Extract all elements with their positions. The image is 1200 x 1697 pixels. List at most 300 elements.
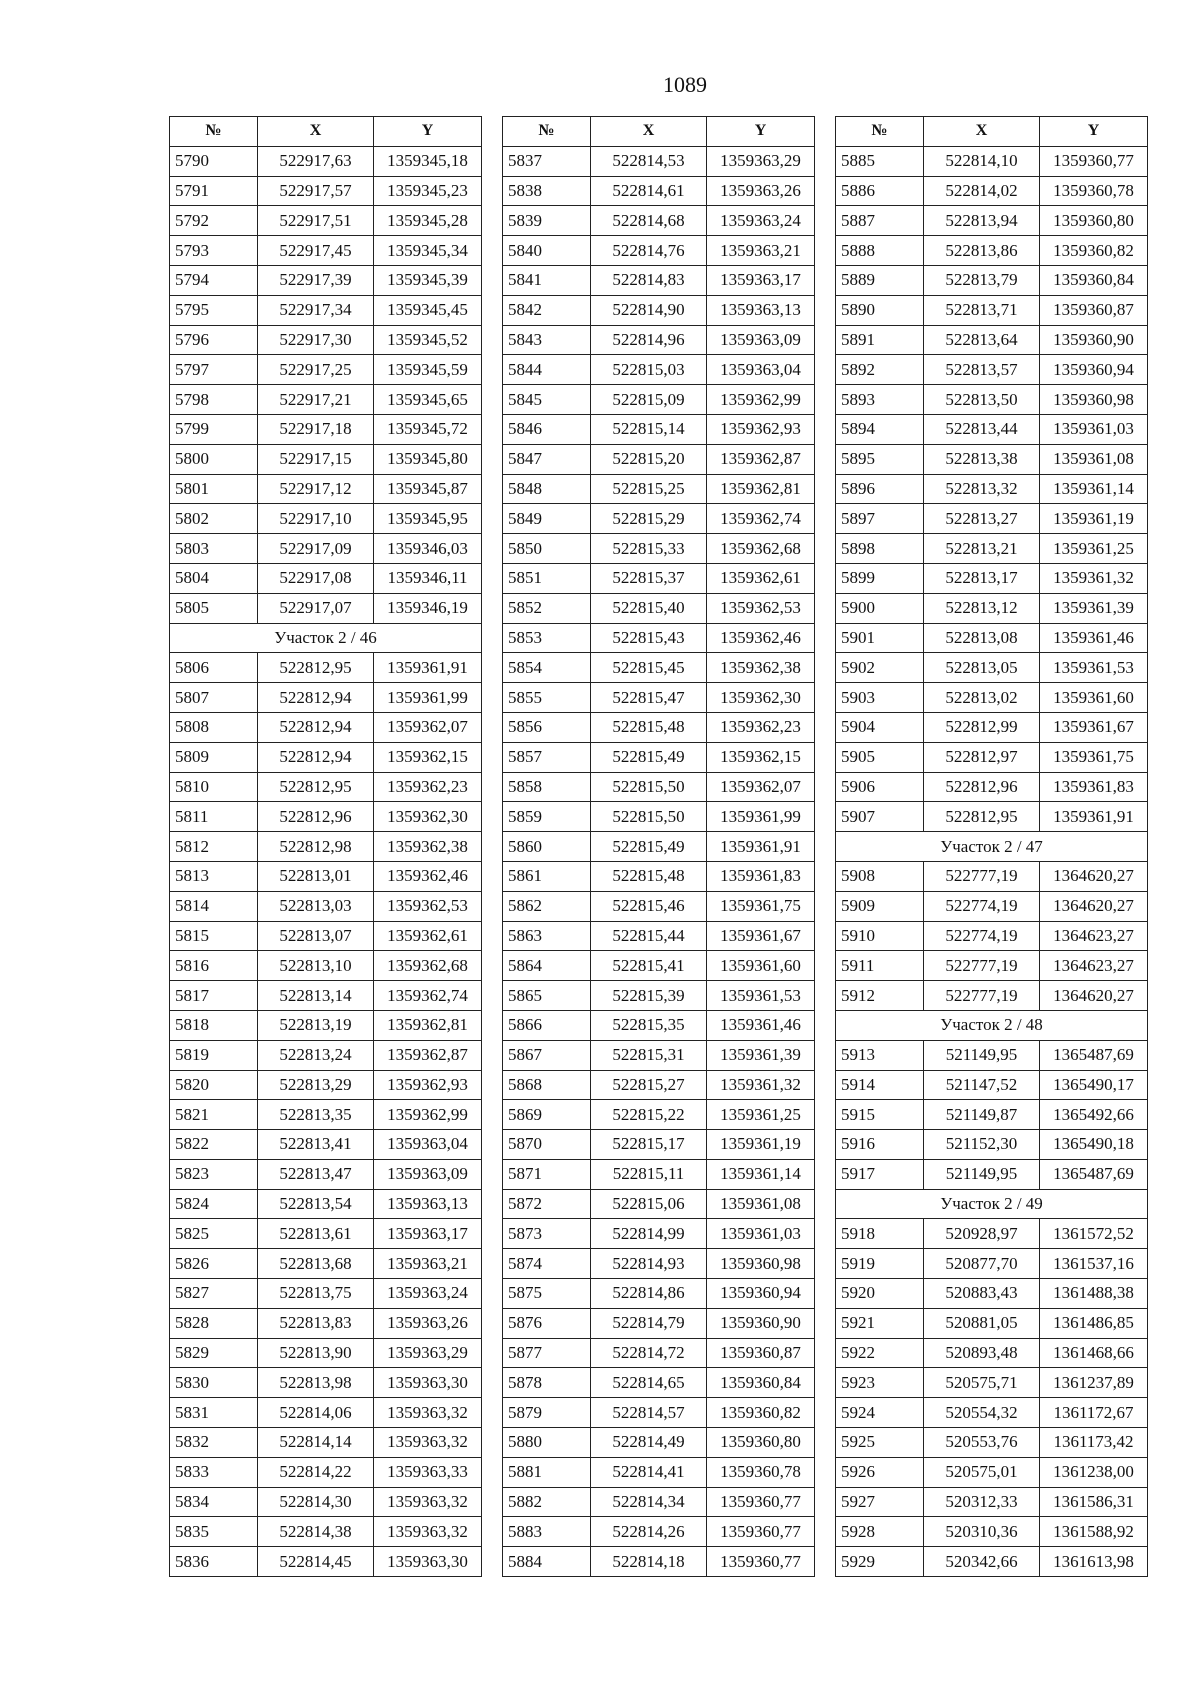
x-coordinate-cell: 522917,45 — [258, 236, 374, 266]
table-row — [170, 1338, 482, 1368]
table-row — [503, 1517, 815, 1547]
y-coordinate-cell: 1359363,32 — [374, 1487, 482, 1517]
y-coordinate-cell: 1359361,25 — [707, 1100, 815, 1130]
table-row — [836, 236, 1148, 266]
y-coordinate-cell: 1359345,80 — [374, 444, 482, 474]
y-coordinate-cell: 1361572,52 — [1040, 1219, 1148, 1249]
point-number-cell: 5793 — [170, 236, 258, 266]
table-row — [836, 385, 1148, 415]
table-row — [503, 802, 815, 832]
y-coordinate-cell: 1361468,66 — [1040, 1338, 1148, 1368]
y-coordinate-cell: 1359361,83 — [1040, 772, 1148, 802]
y-coordinate-cell: 1359363,04 — [707, 355, 815, 385]
point-number-cell: 5801 — [170, 474, 258, 504]
point-number-cell: 5816 — [170, 951, 258, 981]
y-coordinate-cell: 1364620,27 — [1040, 981, 1148, 1011]
x-coordinate-cell: 522813,27 — [924, 504, 1040, 534]
table-row — [170, 1517, 482, 1547]
table-row — [170, 385, 482, 415]
x-coordinate-cell: 522814,96 — [591, 325, 707, 355]
x-coordinate-cell: 522774,19 — [924, 921, 1040, 951]
y-coordinate-cell: 1359360,77 — [1040, 146, 1148, 176]
table-row — [836, 1130, 1148, 1160]
x-coordinate-cell: 522814,30 — [258, 1487, 374, 1517]
y-coordinate-cell: 1365490,17 — [1040, 1070, 1148, 1100]
x-coordinate-cell: 522814,14 — [258, 1428, 374, 1458]
x-coordinate-cell: 520310,36 — [924, 1517, 1040, 1547]
table-row — [503, 832, 815, 862]
y-coordinate-cell: 1359345,59 — [374, 355, 482, 385]
table-row — [170, 1040, 482, 1070]
x-coordinate-cell: 522814,34 — [591, 1487, 707, 1517]
table-row — [170, 1159, 482, 1189]
x-coordinate-cell: 522813,94 — [924, 206, 1040, 236]
table-row — [836, 176, 1148, 206]
table-row — [503, 236, 815, 266]
table-row — [503, 683, 815, 713]
table-row — [836, 683, 1148, 713]
table-row — [170, 236, 482, 266]
section-row — [170, 623, 482, 653]
y-coordinate-cell: 1359345,23 — [374, 176, 482, 206]
table-row — [836, 593, 1148, 623]
point-number-cell: 5886 — [836, 176, 924, 206]
x-coordinate-cell: 522812,94 — [258, 712, 374, 742]
table-row — [503, 325, 815, 355]
point-number-cell: 5840 — [503, 236, 591, 266]
table-row — [836, 1100, 1148, 1130]
y-coordinate-cell: 1359360,87 — [707, 1338, 815, 1368]
section-title: Участок 2 / 48 — [836, 1010, 1148, 1040]
point-number-cell: 5797 — [170, 355, 258, 385]
x-coordinate-cell: 522815,14 — [591, 414, 707, 444]
x-coordinate-cell: 522815,47 — [591, 683, 707, 713]
y-coordinate-cell: 1359362,74 — [707, 504, 815, 534]
x-coordinate-cell: 522813,03 — [258, 891, 374, 921]
table-row — [503, 1130, 815, 1160]
point-number-cell: 5807 — [170, 683, 258, 713]
x-coordinate-cell: 522813,05 — [924, 653, 1040, 683]
table-header-row — [836, 117, 1148, 147]
table-row — [170, 1398, 482, 1428]
x-coordinate-cell: 522812,99 — [924, 712, 1040, 742]
y-coordinate-cell: 1359362,15 — [374, 742, 482, 772]
point-number-cell: 5910 — [836, 921, 924, 951]
y-coordinate-cell: 1359360,94 — [1040, 355, 1148, 385]
y-coordinate-cell: 1359363,24 — [707, 206, 815, 236]
x-coordinate-cell: 522813,32 — [924, 474, 1040, 504]
x-coordinate-cell: 522917,09 — [258, 534, 374, 564]
y-coordinate-cell: 1359361,39 — [1040, 593, 1148, 623]
x-coordinate-cell: 520554,32 — [924, 1398, 1040, 1428]
table-row — [836, 951, 1148, 981]
x-coordinate-cell: 522815,11 — [591, 1159, 707, 1189]
y-coordinate-cell: 1359362,61 — [374, 921, 482, 951]
point-number-cell: 5888 — [836, 236, 924, 266]
y-coordinate-cell: 1359362,53 — [374, 891, 482, 921]
point-number-cell: 5832 — [170, 1428, 258, 1458]
x-coordinate-cell: 522813,75 — [258, 1279, 374, 1309]
x-coordinate-cell: 522813,47 — [258, 1159, 374, 1189]
y-coordinate-cell: 1359345,39 — [374, 265, 482, 295]
y-coordinate-cell: 1359361,19 — [1040, 504, 1148, 534]
y-coordinate-cell: 1359362,23 — [707, 712, 815, 742]
y-coordinate-cell: 1359360,90 — [1040, 325, 1148, 355]
x-coordinate-cell: 522813,29 — [258, 1070, 374, 1100]
point-number-cell: 5810 — [170, 772, 258, 802]
y-coordinate-cell: 1359361,99 — [374, 683, 482, 713]
y-coordinate-cell: 1359345,45 — [374, 295, 482, 325]
point-number-cell: 5834 — [170, 1487, 258, 1517]
table-row — [503, 861, 815, 891]
point-number-cell: 5883 — [503, 1517, 591, 1547]
point-number-cell: 5826 — [170, 1249, 258, 1279]
point-number-cell: 5814 — [170, 891, 258, 921]
table-row — [503, 772, 815, 802]
y-coordinate-cell: 1359360,90 — [707, 1308, 815, 1338]
x-coordinate-cell: 522814,41 — [591, 1457, 707, 1487]
x-coordinate-cell: 522815,31 — [591, 1040, 707, 1070]
table-row — [170, 534, 482, 564]
table-header-row — [170, 117, 482, 147]
point-number-cell: 5805 — [170, 593, 258, 623]
y-coordinate-cell: 1359363,09 — [374, 1159, 482, 1189]
y-coordinate-cell: 1359362,23 — [374, 772, 482, 802]
page-number: 1089 — [663, 72, 707, 97]
x-coordinate-cell: 522815,44 — [591, 921, 707, 951]
point-number-cell: 5876 — [503, 1308, 591, 1338]
point-number-cell: 5926 — [836, 1457, 924, 1487]
y-coordinate-cell: 1359362,99 — [707, 385, 815, 415]
point-number-cell: 5914 — [836, 1070, 924, 1100]
x-coordinate-cell: 522812,95 — [258, 653, 374, 683]
x-coordinate-cell: 522813,17 — [924, 563, 1040, 593]
y-coordinate-cell: 1359346,03 — [374, 534, 482, 564]
table-row — [836, 1338, 1148, 1368]
y-coordinate-cell: 1359345,95 — [374, 504, 482, 534]
y-coordinate-cell: 1359362,46 — [707, 623, 815, 653]
x-coordinate-cell: 522812,94 — [258, 742, 374, 772]
x-coordinate-cell: 522813,02 — [924, 683, 1040, 713]
point-number-cell: 5880 — [503, 1428, 591, 1458]
y-coordinate-cell: 1359345,65 — [374, 385, 482, 415]
header-x: X — [591, 117, 707, 147]
point-number-cell: 5895 — [836, 444, 924, 474]
x-coordinate-cell: 522815,27 — [591, 1070, 707, 1100]
table-row — [836, 623, 1148, 653]
y-coordinate-cell: 1359361,32 — [1040, 563, 1148, 593]
table-row — [836, 891, 1148, 921]
point-number-cell: 5856 — [503, 712, 591, 742]
x-coordinate-cell: 520575,01 — [924, 1457, 1040, 1487]
point-number-cell: 5894 — [836, 414, 924, 444]
y-coordinate-cell: 1359345,34 — [374, 236, 482, 266]
table-row — [836, 1368, 1148, 1398]
x-coordinate-cell: 522814,72 — [591, 1338, 707, 1368]
x-coordinate-cell: 522917,15 — [258, 444, 374, 474]
x-coordinate-cell: 522813,90 — [258, 1338, 374, 1368]
table-row — [170, 206, 482, 236]
point-number-cell: 5913 — [836, 1040, 924, 1070]
point-number-cell: 5867 — [503, 1040, 591, 1070]
table-row — [503, 891, 815, 921]
point-number-cell: 5869 — [503, 1100, 591, 1130]
point-number-cell: 5857 — [503, 742, 591, 772]
point-number-cell: 5903 — [836, 683, 924, 713]
table-row — [503, 355, 815, 385]
table-row — [836, 772, 1148, 802]
table-row — [503, 1547, 815, 1577]
table-row — [836, 1040, 1148, 1070]
y-coordinate-cell: 1361613,98 — [1040, 1547, 1148, 1577]
point-number-cell: 5863 — [503, 921, 591, 951]
y-coordinate-cell: 1364623,27 — [1040, 951, 1148, 981]
x-coordinate-cell: 522917,57 — [258, 176, 374, 206]
table-row — [170, 474, 482, 504]
y-coordinate-cell: 1359361,99 — [707, 802, 815, 832]
point-number-cell: 5899 — [836, 563, 924, 593]
y-coordinate-cell: 1359362,93 — [707, 414, 815, 444]
section-title: Участок 2 / 47 — [836, 832, 1148, 862]
point-number-cell: 5911 — [836, 951, 924, 981]
x-coordinate-cell: 522815,45 — [591, 653, 707, 683]
y-coordinate-cell: 1359360,80 — [707, 1428, 815, 1458]
y-coordinate-cell: 1364620,27 — [1040, 891, 1148, 921]
x-coordinate-cell: 522777,19 — [924, 981, 1040, 1011]
x-coordinate-cell: 522815,17 — [591, 1130, 707, 1160]
point-number-cell: 5806 — [170, 653, 258, 683]
x-coordinate-cell: 522814,79 — [591, 1308, 707, 1338]
table-row — [503, 295, 815, 325]
point-number-cell: 5890 — [836, 295, 924, 325]
y-coordinate-cell: 1359360,98 — [707, 1249, 815, 1279]
table-row — [836, 474, 1148, 504]
x-coordinate-cell: 522814,18 — [591, 1547, 707, 1577]
x-coordinate-cell: 522813,01 — [258, 861, 374, 891]
table-row — [836, 206, 1148, 236]
table-row — [503, 1457, 815, 1487]
point-number-cell: 5882 — [503, 1487, 591, 1517]
x-coordinate-cell: 522812,96 — [258, 802, 374, 832]
x-coordinate-cell: 522814,86 — [591, 1279, 707, 1309]
y-coordinate-cell: 1359361,75 — [1040, 742, 1148, 772]
y-coordinate-cell: 1359360,80 — [1040, 206, 1148, 236]
y-coordinate-cell: 1365487,69 — [1040, 1040, 1148, 1070]
x-coordinate-cell: 522813,24 — [258, 1040, 374, 1070]
table-row — [170, 1249, 482, 1279]
x-coordinate-cell: 522917,07 — [258, 593, 374, 623]
y-coordinate-cell: 1359362,15 — [707, 742, 815, 772]
table-row — [170, 265, 482, 295]
y-coordinate-cell: 1359360,77 — [707, 1517, 815, 1547]
point-number-cell: 5802 — [170, 504, 258, 534]
table-row — [503, 414, 815, 444]
table-row — [170, 832, 482, 862]
x-coordinate-cell: 522917,10 — [258, 504, 374, 534]
x-coordinate-cell: 522815,06 — [591, 1189, 707, 1219]
y-coordinate-cell: 1359361,39 — [707, 1040, 815, 1070]
point-number-cell: 5846 — [503, 414, 591, 444]
y-coordinate-cell: 1361237,89 — [1040, 1368, 1148, 1398]
coordinates-table-2 — [502, 116, 815, 1577]
point-number-cell: 5893 — [836, 385, 924, 415]
point-number-cell: 5830 — [170, 1368, 258, 1398]
table-row — [170, 742, 482, 772]
y-coordinate-cell: 1359363,26 — [374, 1308, 482, 1338]
x-coordinate-cell: 521149,95 — [924, 1159, 1040, 1189]
y-coordinate-cell: 1359361,67 — [1040, 712, 1148, 742]
table-row — [170, 861, 482, 891]
table-row — [503, 563, 815, 593]
x-coordinate-cell: 522813,68 — [258, 1249, 374, 1279]
x-coordinate-cell: 522814,06 — [258, 1398, 374, 1428]
point-number-cell: 5915 — [836, 1100, 924, 1130]
table-row — [170, 1100, 482, 1130]
x-coordinate-cell: 520881,05 — [924, 1308, 1040, 1338]
table-row — [170, 414, 482, 444]
y-coordinate-cell: 1359360,84 — [1040, 265, 1148, 295]
x-coordinate-cell: 522815,03 — [591, 355, 707, 385]
table-row — [170, 1547, 482, 1577]
table-header-row — [503, 117, 815, 147]
y-coordinate-cell: 1359362,38 — [374, 832, 482, 862]
x-coordinate-cell: 522917,08 — [258, 563, 374, 593]
y-coordinate-cell: 1359363,21 — [374, 1249, 482, 1279]
x-coordinate-cell: 522813,71 — [924, 295, 1040, 325]
point-number-cell: 5828 — [170, 1308, 258, 1338]
point-number-cell: 5896 — [836, 474, 924, 504]
y-coordinate-cell: 1359361,75 — [707, 891, 815, 921]
point-number-cell: 5861 — [503, 861, 591, 891]
y-coordinate-cell: 1359360,84 — [707, 1368, 815, 1398]
point-number-cell: 5923 — [836, 1368, 924, 1398]
y-coordinate-cell: 1359361,46 — [707, 1010, 815, 1040]
header-x: X — [924, 117, 1040, 147]
y-coordinate-cell: 1359360,78 — [707, 1457, 815, 1487]
point-number-cell: 5800 — [170, 444, 258, 474]
y-coordinate-cell: 1359363,32 — [374, 1398, 482, 1428]
table-row — [503, 504, 815, 534]
point-number-cell: 5912 — [836, 981, 924, 1011]
point-number-cell: 5858 — [503, 772, 591, 802]
x-coordinate-cell: 522815,39 — [591, 981, 707, 1011]
x-coordinate-cell: 522814,65 — [591, 1368, 707, 1398]
x-coordinate-cell: 522815,25 — [591, 474, 707, 504]
table-row — [503, 1159, 815, 1189]
table-row — [503, 146, 815, 176]
y-coordinate-cell: 1359360,87 — [1040, 295, 1148, 325]
table-row — [503, 474, 815, 504]
x-coordinate-cell: 522815,33 — [591, 534, 707, 564]
x-coordinate-cell: 522813,54 — [258, 1189, 374, 1219]
point-number-cell: 5922 — [836, 1338, 924, 1368]
point-number-cell: 5803 — [170, 534, 258, 564]
point-number-cell: 5827 — [170, 1279, 258, 1309]
point-number-cell: 5907 — [836, 802, 924, 832]
point-number-cell: 5842 — [503, 295, 591, 325]
table-row — [170, 712, 482, 742]
point-number-cell: 5908 — [836, 861, 924, 891]
table-row — [836, 742, 1148, 772]
x-coordinate-cell: 520312,33 — [924, 1487, 1040, 1517]
x-coordinate-cell: 521149,87 — [924, 1100, 1040, 1130]
y-coordinate-cell: 1359363,21 — [707, 236, 815, 266]
x-coordinate-cell: 522814,76 — [591, 236, 707, 266]
table-row — [170, 444, 482, 474]
point-number-cell: 5921 — [836, 1308, 924, 1338]
x-coordinate-cell: 522812,95 — [258, 772, 374, 802]
point-number-cell: 5929 — [836, 1547, 924, 1577]
y-coordinate-cell: 1359363,29 — [707, 146, 815, 176]
y-coordinate-cell: 1359346,11 — [374, 563, 482, 593]
y-coordinate-cell: 1359362,99 — [374, 1100, 482, 1130]
y-coordinate-cell: 1359345,72 — [374, 414, 482, 444]
y-coordinate-cell: 1359362,30 — [707, 683, 815, 713]
y-coordinate-cell: 1359362,07 — [374, 712, 482, 742]
x-coordinate-cell: 520553,76 — [924, 1428, 1040, 1458]
y-coordinate-cell: 1359363,17 — [707, 265, 815, 295]
table-row — [170, 802, 482, 832]
x-coordinate-cell: 522815,49 — [591, 742, 707, 772]
table-row — [836, 444, 1148, 474]
point-number-cell: 5919 — [836, 1249, 924, 1279]
y-coordinate-cell: 1359345,18 — [374, 146, 482, 176]
x-coordinate-cell: 522814,10 — [924, 146, 1040, 176]
x-coordinate-cell: 522812,98 — [258, 832, 374, 862]
table-row — [836, 1070, 1148, 1100]
table-row — [503, 921, 815, 951]
point-number-cell: 5897 — [836, 504, 924, 534]
point-number-cell: 5854 — [503, 653, 591, 683]
table-row — [503, 593, 815, 623]
y-coordinate-cell: 1361586,31 — [1040, 1487, 1148, 1517]
y-coordinate-cell: 1359360,77 — [707, 1547, 815, 1577]
point-number-cell: 5796 — [170, 325, 258, 355]
x-coordinate-cell: 522813,14 — [258, 981, 374, 1011]
x-coordinate-cell: 522814,45 — [258, 1547, 374, 1577]
y-coordinate-cell: 1359362,07 — [707, 772, 815, 802]
x-coordinate-cell: 522814,38 — [258, 1517, 374, 1547]
table-row — [170, 504, 482, 534]
y-coordinate-cell: 1359360,77 — [707, 1487, 815, 1517]
point-number-cell: 5811 — [170, 802, 258, 832]
y-coordinate-cell: 1365490,18 — [1040, 1130, 1148, 1160]
x-coordinate-cell: 522815,22 — [591, 1100, 707, 1130]
y-coordinate-cell: 1359360,98 — [1040, 385, 1148, 415]
x-coordinate-cell: 522814,53 — [591, 146, 707, 176]
table-row — [170, 1189, 482, 1219]
table-row — [836, 921, 1148, 951]
x-coordinate-cell: 521149,95 — [924, 1040, 1040, 1070]
x-coordinate-cell: 522777,19 — [924, 861, 1040, 891]
x-coordinate-cell: 522812,95 — [924, 802, 1040, 832]
point-number-cell: 5898 — [836, 534, 924, 564]
y-coordinate-cell: 1359362,81 — [707, 474, 815, 504]
table-row — [836, 504, 1148, 534]
header-no: № — [170, 117, 258, 147]
coordinates-table-1 — [169, 116, 482, 1577]
y-coordinate-cell: 1359363,26 — [707, 176, 815, 206]
table-row — [836, 414, 1148, 444]
x-coordinate-cell: 520342,66 — [924, 1547, 1040, 1577]
point-number-cell: 5879 — [503, 1398, 591, 1428]
x-coordinate-cell: 522814,61 — [591, 176, 707, 206]
header-no: № — [503, 117, 591, 147]
table-row — [503, 712, 815, 742]
point-number-cell: 5822 — [170, 1130, 258, 1160]
x-coordinate-cell: 522815,37 — [591, 563, 707, 593]
header-no: № — [836, 117, 924, 147]
